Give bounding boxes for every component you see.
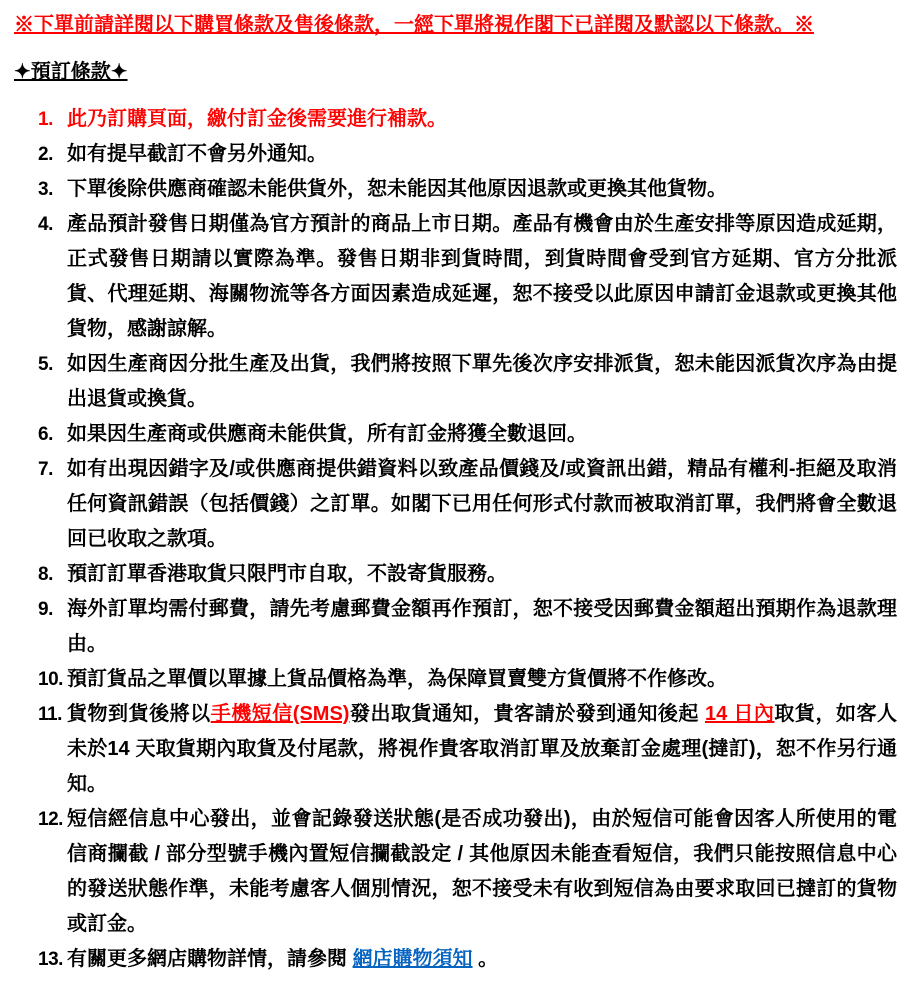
terms-list (38, 102, 897, 977)
text-segment: 有關更多網店購物詳情，請參閱 (67, 948, 353, 970)
text-segment: 短信經信息中心發出，並會記錄發送狀態(是否成功發出)，由於短信可能會因客人所使用的電信商攔截 / 部分型號手機內置短信攔截設定 / 其他原因未能查看短信，我們只能按照信息中心的發送狀態作準，未能考慮客人個別情況，恕不接受未有收到短信為由要求取回已撻訂的貨物或訂金。 (67, 808, 897, 935)
item-text (67, 347, 897, 417)
text-segment: 如有出現因錯字及/或供應商提供錯資料以致產品價錢及/或資訊出錯，精品有權利-拒絕及取消任何資訊錯誤（包括價錢）之訂單。如閣下已用任何形式付款而被取消訂單，我們將會全數退回已收取之款項。 (67, 458, 897, 550)
list-item (38, 942, 897, 977)
item-number: 7. (38, 459, 53, 480)
item-number: 10. (38, 669, 63, 690)
text-segment: 貨物到貨後將以 (67, 703, 211, 725)
text-segment: 預訂貨品之單價以單據上貨品價格為準，為保障買賣雙方貨價將不作修改。 (67, 668, 727, 690)
text-segment: 海外訂單均需付郵費，請先考慮郵費金額再作預訂，恕不接受因郵費金額超出預期作為退款理由。 (67, 598, 897, 655)
text-segment: 預訂訂單香港取貨只限門市自取，不設寄貨服務。 (67, 563, 507, 585)
list-item (38, 207, 897, 347)
list-item (38, 697, 897, 802)
text-segment: 如因生產商因分批生產及出貨，我們將按照下單先後次序安排派貨，恕未能因派貨次序為由提出退貨或換貨。 (67, 353, 897, 410)
list-item (38, 592, 897, 662)
item-number: 6. (38, 424, 53, 445)
store-shopping-guide-link[interactable]: 網店購物須知 (352, 948, 473, 970)
item-text (67, 557, 897, 592)
item-text (67, 592, 897, 662)
list-item (38, 662, 897, 697)
list-item (38, 137, 897, 172)
notice-title: ※下單前請詳閱以下購買條款及售後條款，一經下單將視作閣下已詳閱及默認以下條款。※ (14, 14, 814, 36)
item-number: 12. (38, 809, 63, 830)
item-number: 1. (38, 109, 53, 130)
item-number: 3. (38, 179, 53, 200)
item-text (67, 207, 897, 347)
text-segment: 此乃訂購頁面，繳付訂金後需要進行補款。 (67, 108, 447, 130)
text-segment: 下單後除供應商確認未能供貨外，恕未能因其他原因退款或更換其他貨物。 (67, 178, 727, 200)
list-item (38, 102, 897, 137)
text-segment: 如果因生產商或供應商未能供貨，所有訂金將獲全數退回。 (67, 423, 587, 445)
item-number: 2. (38, 144, 53, 165)
list-item (38, 452, 897, 557)
item-text (67, 942, 897, 977)
item-text (67, 417, 897, 452)
item-text (67, 802, 897, 942)
list-item (38, 347, 897, 417)
item-text (67, 172, 897, 207)
highlighted-text: 手機短信(SMS) (210, 703, 350, 725)
highlighted-text: 14 日內 (705, 703, 775, 725)
item-number: 5. (38, 354, 53, 375)
section-heading: ✦預訂條款✦ (14, 61, 128, 83)
item-number: 4. (38, 214, 53, 235)
item-text (67, 452, 897, 557)
text-segment: 產品預計發售日期僅為官方預計的商品上市日期。產品有機會由於生產安排等原因造成延期，正式發售日期請以實際為準。發售日期非到貨時間，到貨時間會受到官方延期、官方分批派貨、代理延期、海關物流等各方面因素造成延遲，恕不接受以此原因申請訂金退款或更換其他貨物，感謝諒解。 (67, 213, 897, 340)
list-item (38, 557, 897, 592)
text-segment: 取貨，如客人未於14 天取貨期內取貨及付尾款，將視作貴客取消訂單及放棄訂金處理(撻訂)，恕不作另行通知。 (67, 703, 898, 795)
item-text (67, 102, 897, 137)
item-number: 11. (38, 704, 62, 725)
text-segment: 發出取貨通知，貴客請於發到通知後起 (349, 703, 705, 725)
text-segment: 如有提早截訂不會另外通知。 (67, 143, 327, 165)
list-item (38, 172, 897, 207)
text-segment: 。 (472, 948, 499, 970)
list-item (38, 417, 897, 452)
list-item (38, 802, 897, 942)
item-number: 8. (38, 564, 53, 585)
item-text (67, 137, 897, 172)
item-number: 9. (38, 599, 53, 620)
item-text (67, 662, 897, 697)
item-number: 13. (38, 949, 63, 970)
item-text (67, 697, 897, 802)
